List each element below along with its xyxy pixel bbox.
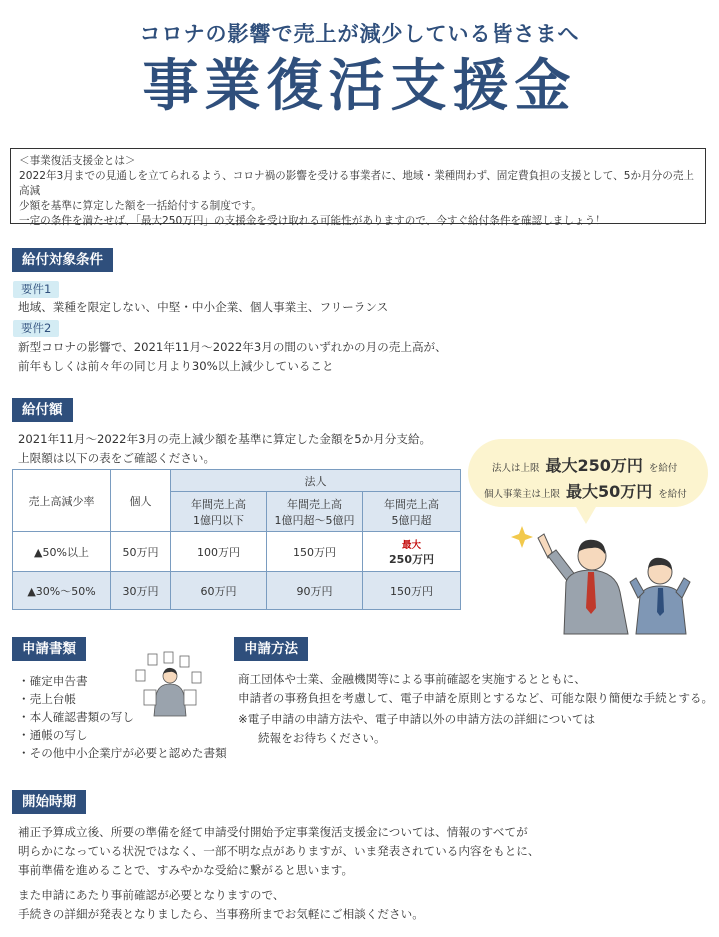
about-heading: ＜事業復活支援金とは＞ (19, 155, 136, 167)
row2-corp-3: 150万円 (363, 572, 461, 610)
table-row (13, 532, 461, 572)
page-subtitle: コロナの影響で売上が減少している皆さまへ (139, 22, 580, 46)
row2-rate: ▲30%～50% (13, 572, 111, 610)
documents-heading: 申請書類 (12, 637, 86, 661)
bubble-corp-amount: 最大250万円 (545, 456, 643, 475)
amount-text (18, 430, 431, 468)
req2-text (18, 338, 447, 376)
pointing-businessman (538, 534, 628, 634)
req1-text: 地域、業種を限定しない、中堅・中小企業、個人事業主、フリーランス (18, 300, 389, 314)
row2-corp-1: 60万円 (171, 572, 267, 610)
cheering-businessman (630, 558, 690, 634)
col-rate-header: 売上高減少率 (13, 470, 111, 532)
start-line-2: 明らかになっている状況ではなく、一部不明な点がありますが、いま発表されている内容をもとに、 (18, 844, 540, 858)
amount-line-2: 上限額は以下の表をご確認ください。 (18, 451, 216, 465)
req1-label: 要件1 (13, 281, 59, 298)
table-row (13, 572, 461, 610)
bubble-corp-row: 法人は上限 最大250万円 を給付 (492, 456, 678, 475)
list-item: ・売上台帳 (18, 692, 76, 706)
start-text (18, 823, 540, 924)
start-line-1: 補正予算成立後、所要の準備を経て申請受付開始予定事業復活支援金については、情報のすべてが (18, 825, 528, 839)
col-corp-header: 法人 (171, 470, 461, 492)
row1-rate: ▲50%以上 (13, 532, 111, 572)
list-item: ・本人確認書類の写し (18, 710, 134, 724)
speech-bubble (468, 439, 708, 507)
row1-corp-3-value: 250万円 (389, 552, 434, 566)
start-line-4: また申請にあたり事前確認が必要となりますので、 (18, 888, 285, 902)
row2-individual: 30万円 (111, 572, 171, 610)
method-line-1: 商工団体や士業、金融機関等による事前確認を実施するとともに、 (238, 672, 586, 686)
corp-sub-header-2: 年間売上高 1億円超～5億円 (267, 492, 363, 532)
amount-table (12, 469, 461, 610)
amount-line-1: 2021年11月～2022年3月の売上減少額を基準に算定した金額を5か月分支給。 (18, 432, 432, 446)
row1-corp-3 (363, 532, 461, 572)
bubble-individual-amount: 最大50万円 (566, 482, 653, 501)
row1-individual: 50万円 (111, 532, 171, 572)
method-text (238, 670, 713, 748)
req2-label: 要件2 (13, 320, 59, 337)
list-item: ・通帳の写し (18, 728, 88, 742)
conditions-heading: 給付対象条件 (12, 248, 113, 272)
row1-corp-2: 150万円 (267, 532, 363, 572)
method-note-1: ※電子申請の申請方法や、電子申請以外の申請方法の詳細については (238, 712, 596, 726)
col-individual-header: 個人 (111, 470, 171, 532)
page-title: 事業復活支援金 (142, 54, 577, 119)
about-line-2: 少額を基準に算定した額を一括給付する制度です。 (19, 200, 262, 212)
list-item: ・その他中小企業庁が必要と認めた書類 (18, 746, 227, 760)
row1-corp-3-max: 最大 (402, 539, 422, 551)
corp-sub-header-3: 年間売上高 5億円超 (363, 492, 461, 532)
req2-line-1: 新型コロナの影響で、2021年11月～2022年3月の間のいずれかの月の売上高が、 (18, 340, 447, 354)
document-worker-illustration (130, 650, 212, 720)
corp-sub-header-1: 年間売上高 1億円以下 (171, 492, 267, 532)
row2-corp-2: 90万円 (267, 572, 363, 610)
about-box (10, 148, 706, 227)
start-line-5: 手続きの詳細が発表となりましたら、当事務所までお気軽にご相談ください。 (18, 907, 424, 921)
method-heading: 申請方法 (234, 637, 308, 661)
start-heading: 開始時期 (12, 790, 86, 814)
about-line-3: 一定の条件を満たせば、「最大250万円」の支援金を受け取れる可能性がありますので、今すぐ給付条件を確認しましょう！ (19, 215, 606, 227)
about-line-1: 2022年3月までの見通しを立てられるよう、コロナ禍の影響を受ける事業者に、地域・業種問わず、固定費負担の支援として、5か月分の売上高減 (19, 170, 694, 197)
amount-heading: 給付額 (12, 398, 73, 422)
businessmen-illustration (508, 512, 708, 637)
row1-corp-1: 100万円 (171, 532, 267, 572)
list-item: ・確定申告書 (18, 674, 88, 688)
method-note-2: 続報をお待ちください。 (258, 731, 386, 745)
bubble-individual-row: 個人事業主は上限 最大50万円 を給付 (484, 482, 687, 501)
sparkle-icon (511, 526, 533, 548)
start-line-3: 事前準備を進めることで、すみやかな受給に繋がると思います。 (18, 863, 354, 877)
method-line-2: 申請者の事務負担を考慮して、電子申請を原則とするなど、可能な限り簡便な手続とする。 (238, 691, 714, 705)
req2-line-2: 前年もしくは前々年の同じ月より30%以上減少していること (18, 359, 334, 373)
